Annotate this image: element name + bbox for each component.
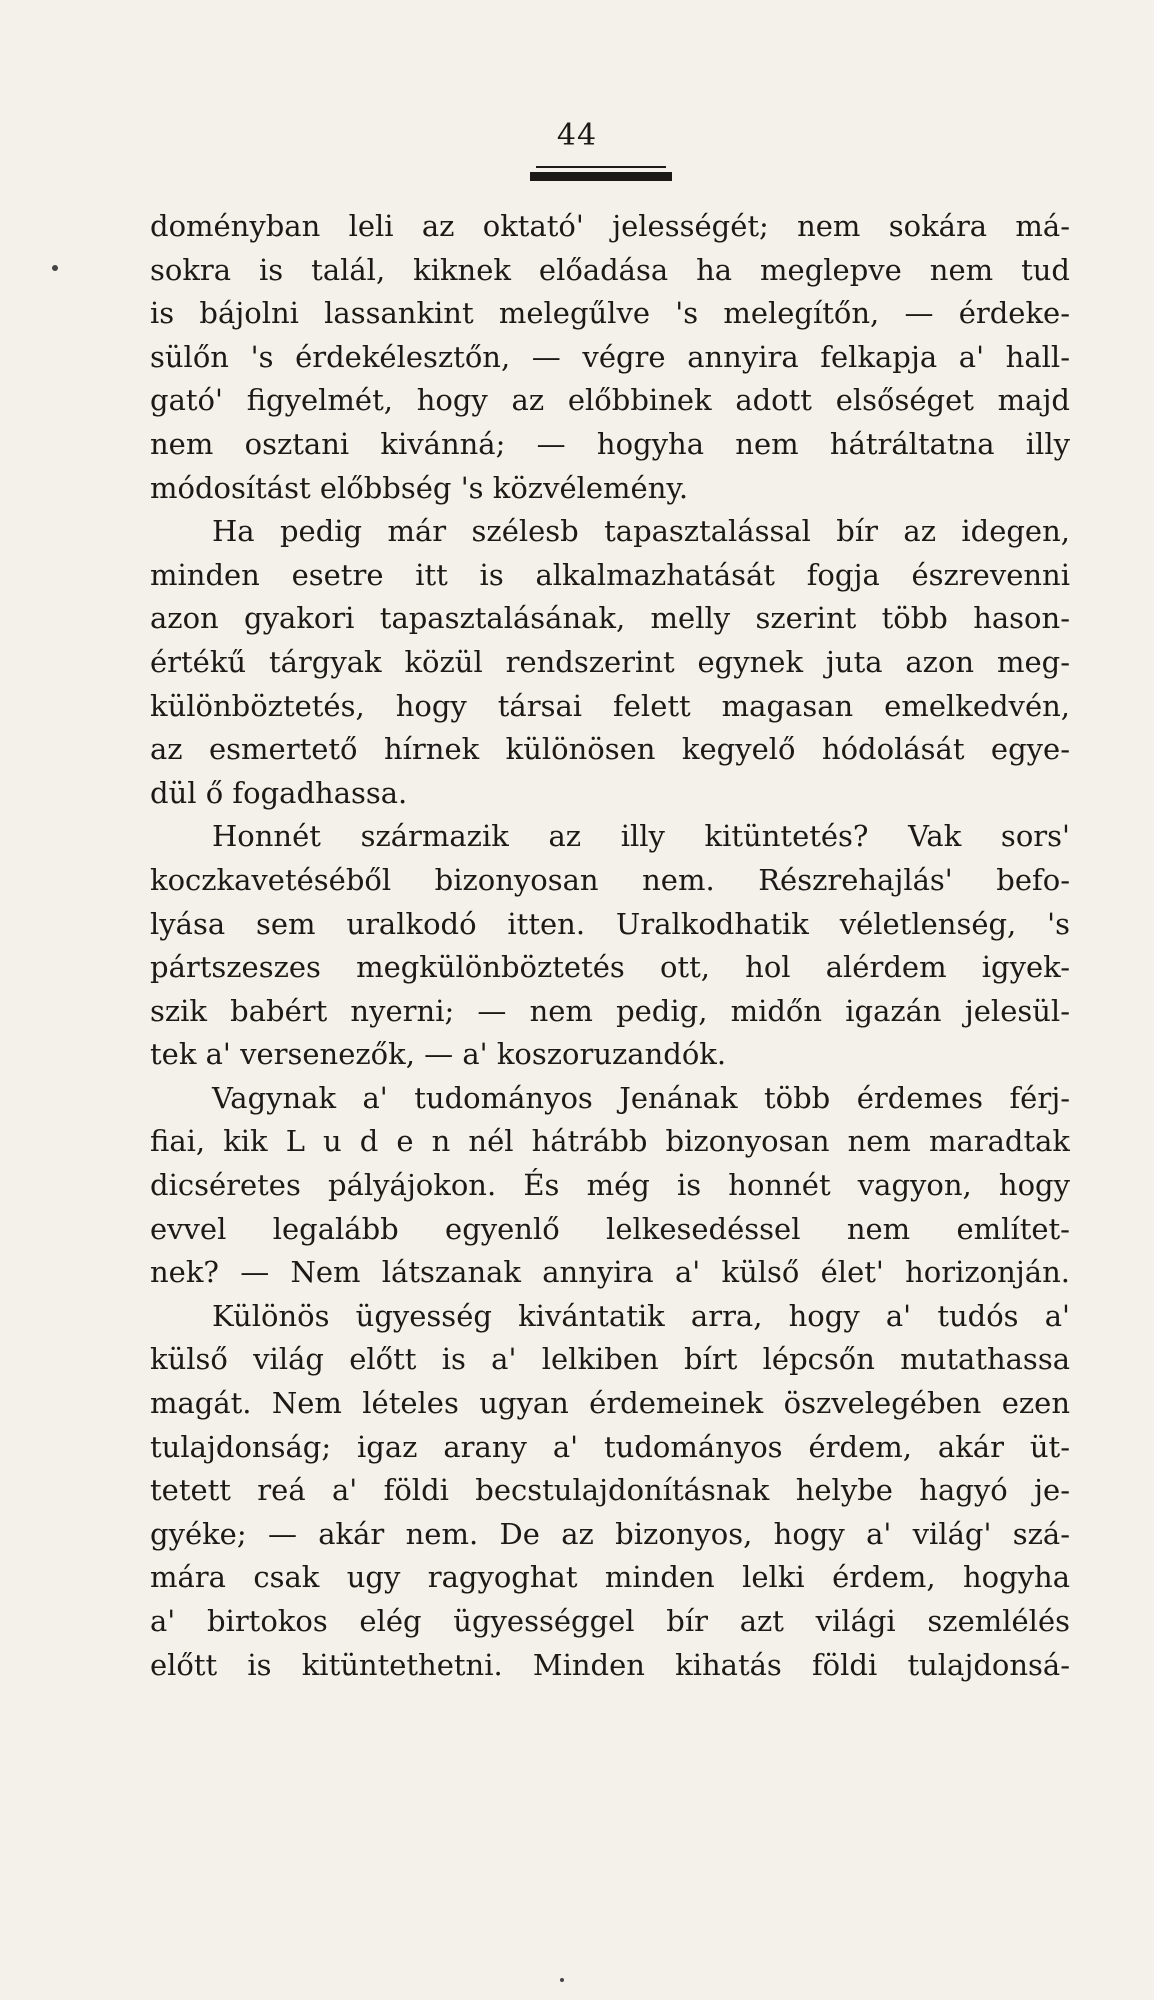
body-text [150,205,1070,1687]
text-line: sokra is talál, kiknek előadása ha meglepve nem tud [150,252,1070,287]
page-number: 44 [556,118,598,153]
text-line: Honnét származik az illy kitüntetés? Vak sors' [212,819,1070,854]
text-line: nek? — Nem látszanak annyira a' külső élet' horizonján. [150,1255,1070,1290]
text-line: értékű tárgyak közül rendszerint egynek juta azon meg- [150,644,1070,679]
text-line: dicséretes pályájokon. És még is honnét vagyon, hogy [150,1168,1070,1203]
text-line: gató' figyelmét, hogy az előbbinek adott elsőséget majd [150,383,1070,418]
text-line: sülőn 's érdekélesztőn, — végre annyira felkapja a' hall- [150,339,1070,374]
text-line: Különös ügyesség kivántatik arra, hogy a' tudós a' [212,1298,1070,1333]
text-line: különböztetés, hogy társai felett magasan emelkedvén, [150,688,1070,723]
text-line: Vagynak a' tudományos Jenának több érdemes férj- [212,1080,1070,1115]
text-line: fiai, kik L u d e n nél hátrább bizonyosan nem maradtak [150,1124,1070,1159]
text-line: Ha pedig már szélesb tapasztalással bír az idegen, [212,514,1070,549]
text-line: külső világ előtt is a' lelkiben bírt lépcsőn mutathassa [150,1342,1070,1377]
ink-speck [560,1978,564,1982]
text-line: módosítást előbbség 's közvélemény. [150,470,689,505]
text-line: minden esetre itt is alkalmazhatását fogja észrevenni [150,557,1070,592]
text-line: evvel legalább egyenlő lelkesedéssel nem említet- [150,1211,1070,1246]
text-line: dül ő fogadhassa. [150,775,408,810]
text-line: gyéke; — akár nem. De az bizonyos, hogy a' világ' szá- [150,1516,1070,1551]
text-line: mára csak ugy ragyoghat minden lelki érdem, hogyha [150,1560,1070,1595]
text-line: nem osztani kivánná; — hogyha nem hátráltatna illy [150,426,1070,461]
text-line: az esmertető hírnek különösen kegyelő hódolását egye- [150,732,1070,767]
text-line: azon gyakori tapasztalásának, melly szerint több hason- [150,601,1070,636]
text-line: doményban leli az oktató' jelességét; nem sokára má- [150,209,1070,243]
ink-speck [52,265,58,271]
text-line: a' birtokos elég ügyességgel bír azt világi szemlélés [150,1604,1070,1638]
text-line: előtt is kitüntethetni. Minden kihatás földi tulajdonsá- [150,1647,1070,1682]
text-line: tulajdonság; igaz arany a' tudományos érdem, akár üt- [150,1429,1070,1464]
header-rule [530,172,672,181]
text-line: koczkavetéséből bizonyosan nem. Részrehajlás' befo- [150,862,1070,897]
text-line: szik babért nyerni; — nem pedig, midőn igazán jelesül- [150,993,1070,1028]
text-line: tetett reá a' földi becstulajdonításnak helybe hagyó je- [150,1473,1070,1508]
text-line: magát. Nem lételes ugyan érdemeinek öszvelegében ezen [150,1386,1070,1421]
text-line: tek a' versenezők, — a' koszoruzandók. [150,1037,727,1072]
text-line: lyása sem uralkodó itten. Uralkodhatik véletlenség, 's [150,906,1070,941]
header-rule-thin [536,166,666,168]
text-line: pártszeszes megkülönböztetés ott, hol alérdem igyek- [150,950,1070,985]
text-line: is bájolni lassankint melegűlve 's melegítőn, — érdeke- [150,296,1070,331]
